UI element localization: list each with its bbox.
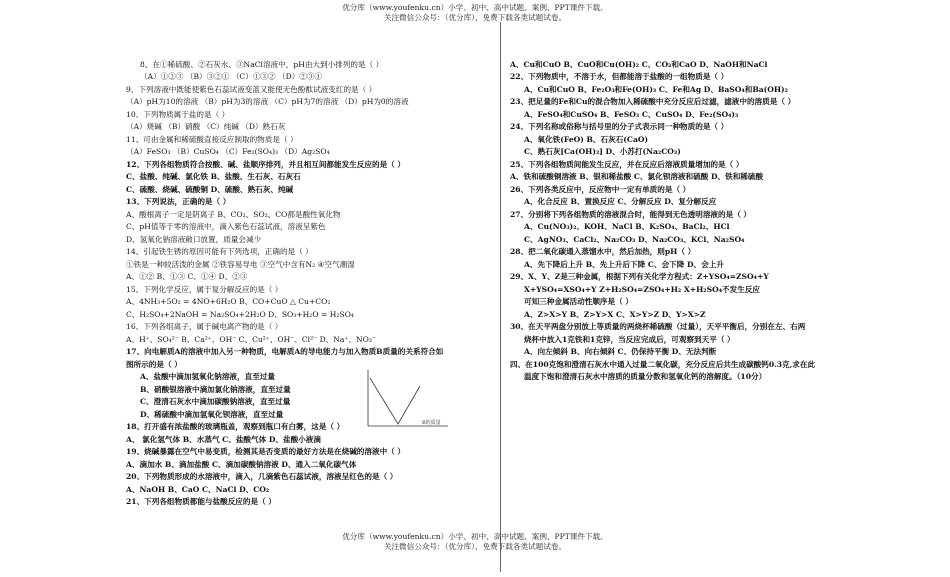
question-line: A、H⁺、SO₄²⁻ B、Ca²⁺、OH⁻ C、Cu²⁺、OH⁻、Cl²⁻ D、Na⁺、NO₃⁻ bbox=[126, 335, 376, 344]
question-line: 14、引起铁生锈的原因可能有下列选项，正确的是（ ） bbox=[126, 247, 313, 256]
question-line: A、铁和硫酸铜溶液 B、银和稀盐酸 C、氯化钡溶液和硫酸 D、铁和稀硫酸 bbox=[510, 172, 764, 181]
question-line: D、氢氧化钠溶液敞口放置，质量会减少 bbox=[126, 235, 262, 244]
question-line: A、氧化铁(FeO) B、石灰石(CaO) bbox=[524, 135, 649, 144]
question-line: 20、下列物质形成的水溶液中，滴入，几滴紫色石蕊试液，溶液呈红色的是（ ） bbox=[126, 472, 398, 481]
question-line: A、先下降后上升 B、先上升后下降 C、会下降 D、会上升 bbox=[524, 260, 724, 269]
question-line: 烧杯中放入1克铁和1克锌，当反应完成后，可观察到天平（ ） bbox=[524, 335, 735, 344]
question-line: A、Z>X>Y B、Z>Y>X C、X>Y>Z D、Y>X>Z bbox=[524, 310, 706, 319]
question-line: A、盐酸中滴加氢氧化钠溶液，直至过量 bbox=[140, 372, 275, 381]
question-line: 27、分别将下列各组物质的溶液混合时，能得到无色透明溶液的是（ ） bbox=[510, 210, 752, 219]
question-line: C、AgNO₃、CaCl₂、Na₂CO₃ D、Na₂CO₃、KCl、Na₂SO₄ bbox=[524, 235, 745, 244]
question-line: 15、下列化学反应，属于复分解反应的是（ ） bbox=[126, 285, 283, 294]
question-line: D、稀硫酸中滴加氢氧化钡溶液，直至过量 bbox=[140, 410, 284, 419]
question-line: （A）pH为10的溶液 （B）pH为3的溶液 （C）pH为7的溶液 （D）pH为0的溶液 bbox=[126, 97, 409, 106]
question-line: C、硫酸、烧碱、硫酸铜 D、硫酸、熟石灰、纯碱 bbox=[126, 185, 294, 194]
question-line: X+YSO₄=XSO₄+Y Z+H₂SO₄=ZSO₄+H₂ X+H₂SO₄不发生反应 bbox=[524, 285, 761, 294]
question-line: A、酸根离子一定是阴离子 B、CO₂、SO₂、CO都是酸性氧化物 bbox=[126, 210, 341, 219]
question-line: （A）①②③ （B）③②① （C）①③② （D）②③① bbox=[140, 72, 323, 81]
question-line: 四、在100克饱和澄清石灰水中通入过量二氧化碳，充分反应后共生成碳酸钙0.3克,求在此 bbox=[510, 360, 816, 369]
page-footer bbox=[0, 532, 950, 552]
question-line: 26、下列各类反应中，反应物中一定有单质的是（ ） bbox=[510, 185, 691, 194]
question-line: 19、烧碱暴露在空气中易变质，检测其是否变质的最好方法是在烧碱的溶液中（ ） bbox=[126, 447, 405, 456]
question-line: A、①② B、①③ C、①④ D、②③ bbox=[126, 272, 248, 281]
graph-curve bbox=[370, 378, 420, 424]
footer-line-1: 优分库（www.youfenku.cn）小学、初中、高中试题、案例、PPT课件下载。 bbox=[342, 532, 608, 541]
question-line: （A）FeSO₃ （B）CuSO₄ （C）Fe₂(SO₄)₃ （D）Ag₂SO₄ bbox=[126, 147, 330, 156]
question-line: 29、X、Y、Z是三种金属，根据下列有关化学方程式：Z+YSO₄=ZSO₄+Y bbox=[510, 272, 769, 281]
question-line: 12、下列各组物质符合按酸、碱、盐顺序排列，并且相互间都能发生反应的是（ ） bbox=[126, 160, 405, 169]
question-line: C、澄清石灰水中滴加碳酸钠溶液，直至过量 bbox=[140, 397, 291, 406]
footer-line-2: 关注微信公众号：（优分库），免费下载各类试题试卷。 bbox=[383, 542, 567, 551]
question-line: C、盐酸、纯碱、氯化铁 B、盐酸、生石灰、石灰石 bbox=[126, 172, 301, 181]
question-line: A、向左倾斜 B、向右倾斜 C、仍保持平衡 D、无法判断 bbox=[524, 347, 717, 356]
question-line: 温度下饱和澄清石灰水中溶质的质量分数和氢氧化钙的溶解度。（10分） bbox=[524, 372, 767, 381]
header-line-2: 关注微信公众号：（优分库），免费下载各类试题试卷。 bbox=[383, 13, 567, 22]
question-line: 22、下列物质中，不溶于水，但都能溶于盐酸的一组物质是（ ） bbox=[510, 72, 729, 81]
question-line: A、4NH₃+5O₂ = 4NO+6H₂O B、CO+CuO △ Cu+CO₂ bbox=[126, 297, 331, 306]
question-line: 21、下列各组物质都能与盐酸反应的是（ ） bbox=[126, 497, 276, 506]
graph-axis-label: B的质量 bbox=[422, 420, 441, 426]
column-divider bbox=[500, 22, 501, 572]
question-line: B、硝酸银溶液中滴加氯化钠溶液，直至过量 bbox=[140, 385, 291, 394]
question-line: 16、下列各组离子，属于碱电离产物的是（ ） bbox=[126, 322, 283, 331]
question-line: 10、下列物质属于盐的是（ ） bbox=[126, 110, 230, 119]
question-line: ①铁是一种较活泼的金属 ②铁容易导电 ③空气中含有N₂ ④空气潮湿 bbox=[126, 260, 355, 269]
question-line: A、 氯化氢气体 B、水蒸气 C、盐酸气体 D、盐酸小液滴 bbox=[126, 435, 321, 444]
question-line: C、pH值等于零的溶液中，滴入紫色石蕊试液，溶液呈紫色 bbox=[126, 222, 326, 231]
question-line: 9、下列溶液中既能使紫色石蕊试液变蓝又能使无色酚酞试液变红的是（ ） bbox=[126, 85, 377, 94]
question-line: 25、下列各组物质间能发生反应，并在反应后溶液质量增加的是（ ） bbox=[510, 160, 744, 169]
question-line: 28、把二氧化碳通入蒸馏水中，然后加热，则pH（ ） bbox=[510, 247, 696, 256]
question-line: A、化合反应 B、置换反应 C、分解反应 D、复分解反应 bbox=[524, 197, 717, 206]
question-line: 图所示的是（ ） bbox=[126, 360, 182, 369]
question-line: A、Cu和CuO B、Fe₂O₃和Fe(OH)₃ C、Fe和Ag D、BaSO₄和Ba(OH)₂ bbox=[524, 85, 788, 94]
question-line: 24、下列名称或俗称与括号里的分子式表示同一种物质的是（ ） bbox=[510, 122, 729, 131]
question-line: C、H₂SO₄+2NaOH = Na₂SO₄+2H₂O D、SO₃+H₂O = H₂SO₄ bbox=[126, 310, 354, 319]
question-line: 23、把足量的Fe和Cu的混合物加入稀硫酸中充分反应后过滤，滤液中的溶质是（ ） bbox=[510, 97, 796, 106]
question-line: A、滴加水 B、滴加盐酸 C、滴加碳酸钠溶液 D、通入二氧化碳气体 bbox=[126, 460, 357, 469]
question-line: A、Cu(NO₃)₂、KOH、NaCl B、K₂SO₄、BaCl₂、HCl bbox=[524, 222, 730, 231]
header-line-1: 优分库（www.youfenku.cn）小学、初中、高中试题、案例、PPT课件下载。 bbox=[342, 3, 608, 12]
question-line: 17、向电解质A的溶液中加入另一种物质，电解质A的导电能力与加入物质B质量的关系符合如 bbox=[126, 347, 444, 356]
question-line: 13、下列说法，正确的是（ ） bbox=[126, 197, 231, 206]
question-line: 可知三种金属活动性顺序是（ ） bbox=[524, 297, 633, 306]
question-line: A、FeSO₄和CuSO₄ B、FeSO₃ C、CuSO₄ D、Fe₂(SO₄)₃ bbox=[524, 110, 739, 119]
question-line: （A）烧碱 （B）硝酸 （C）纯碱 （D）熟石灰 bbox=[126, 122, 286, 131]
page-header bbox=[0, 3, 950, 23]
question-line: 30、在天平两盘分别放上等质量的两烧杯稀硫酸（过量），天平平衡后，分别在左、右两 bbox=[510, 322, 806, 331]
question-line: C、熟石灰[Ca(OH)₂] D、小苏打(Na₂CO₃) bbox=[524, 147, 681, 156]
conductivity-graph bbox=[362, 368, 452, 430]
question-line: A、NaOH B、CaO C、NaCl D、CO₂ bbox=[126, 485, 270, 494]
question-line: 11、可由金属和稀硫酸直接反应制取的物质是（ ） bbox=[126, 135, 298, 144]
question-line: A、Cu和CuO B、CuO和Cu(OH)₂ C、CO₂和CaO D、NaOH和NaCl bbox=[510, 60, 768, 69]
question-line: 8、在①稀硫酸、②石灰水、③NaCl溶液中，pH由大到小排列的是（ ） bbox=[140, 60, 384, 69]
question-line: 18、打开盛有浓盐酸的玻璃瓶盖，观察到瓶口有白雾，这是（ ） bbox=[126, 422, 345, 431]
